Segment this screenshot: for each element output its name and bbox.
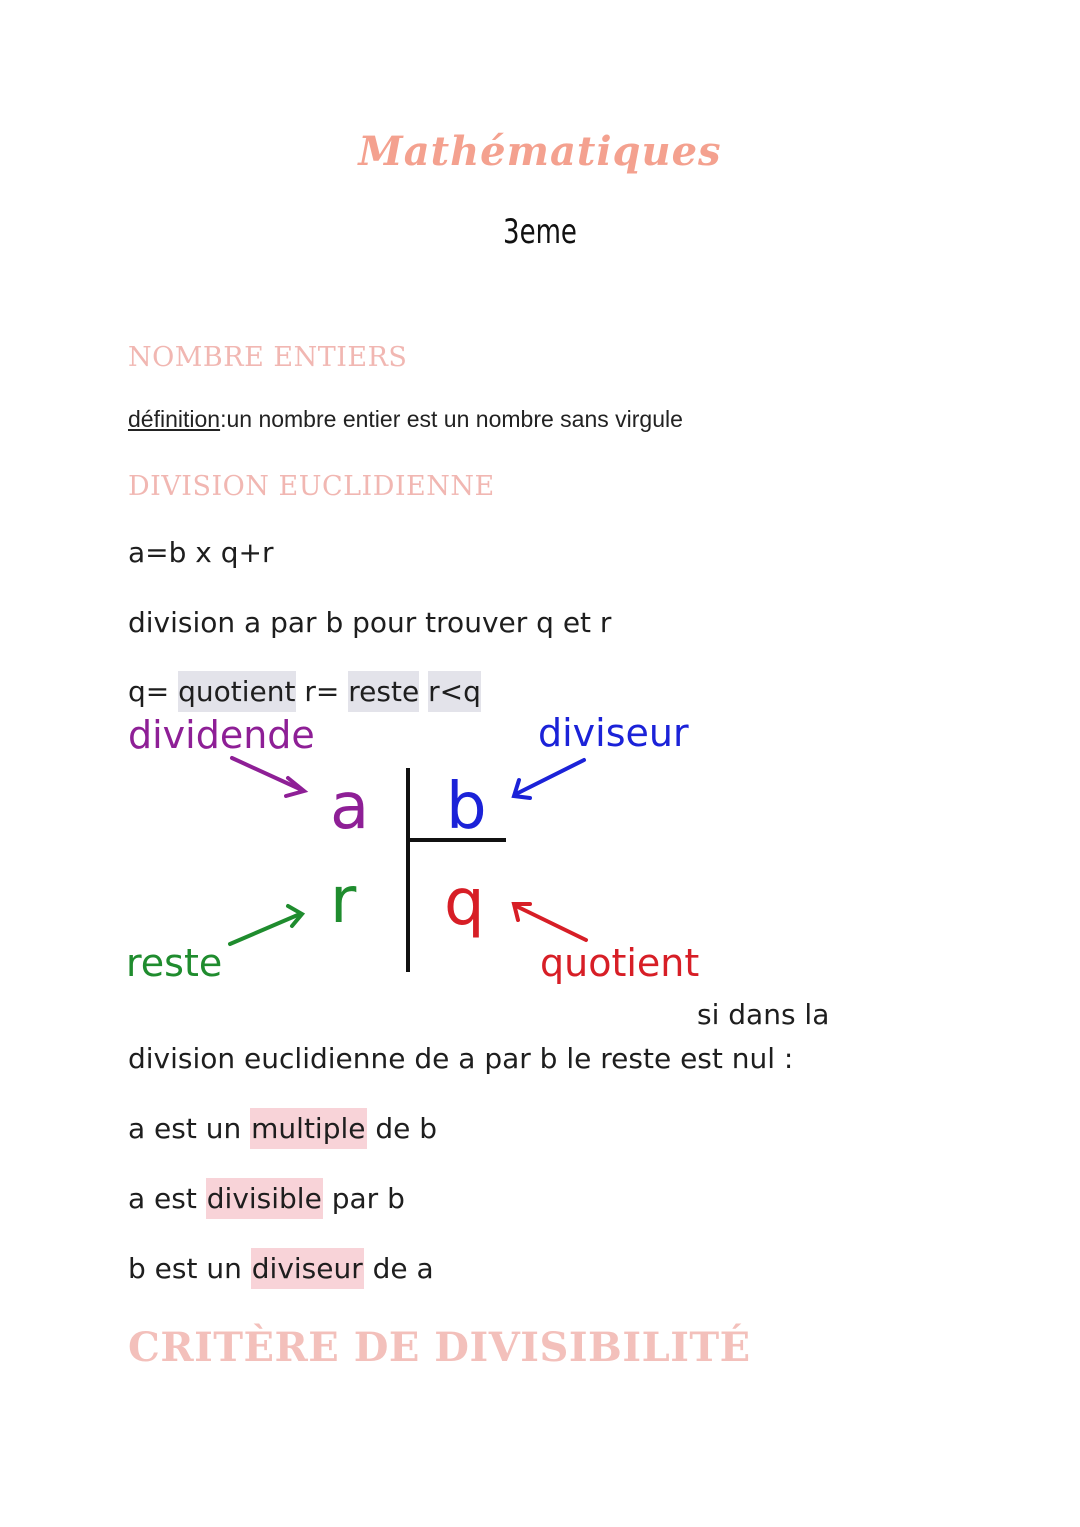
diviseur-pre: b est un (128, 1252, 251, 1285)
q-prefix: q= (128, 675, 179, 708)
formula-line: a=b x q+r (128, 536, 274, 569)
letter-a: a (330, 770, 370, 844)
heading-nombre-entiers: NOMBRE ENTIERS (128, 342, 408, 373)
nul-line-part1: si dans la (697, 998, 830, 1031)
spacer (419, 675, 428, 708)
letter-b: b (446, 770, 487, 844)
diviseur-highlight: diviseur (251, 1248, 364, 1289)
page-subtitle: 3eme (503, 212, 577, 252)
arrow-reste (230, 906, 302, 944)
quotient-highlight: quotient (178, 671, 295, 712)
multiple-highlight: multiple (250, 1108, 366, 1149)
diviseur-line (128, 1252, 434, 1285)
arrow-diviseur (514, 760, 584, 798)
multiple-line (128, 1112, 437, 1145)
condition-highlight: r<q (428, 671, 481, 712)
label-reste: reste (126, 941, 223, 985)
multiple-pre: a est un (128, 1112, 251, 1145)
multiple-post: de b (366, 1112, 438, 1145)
label-quotient: quotient (540, 941, 700, 985)
divisible-line (128, 1182, 405, 1215)
divisible-pre: a est (128, 1182, 206, 1215)
definition-line (128, 406, 683, 433)
reste-highlight: reste (348, 671, 419, 712)
divisible-highlight: divisible (206, 1178, 323, 1219)
arrow-quotient (514, 904, 586, 940)
arrow-dividende (232, 758, 304, 796)
letter-r: r (330, 864, 357, 938)
divisible-post: par b (322, 1182, 405, 1215)
label-dividende: dividende (128, 713, 315, 757)
nul-line-part2: division euclidienne de a par b le reste est nul : (128, 1042, 794, 1075)
quotient-reste-line (128, 675, 481, 708)
definition-label: définition (128, 406, 221, 432)
r-prefix: r= (295, 675, 349, 708)
diviseur-post: de a (363, 1252, 434, 1285)
division-line: division a par b pour trouver q et r (128, 606, 612, 639)
page-title: Mathématiques (358, 128, 722, 175)
letter-q: q (444, 866, 485, 940)
label-diviseur: diviseur (538, 711, 689, 755)
definition-text: :un nombre entier est un nombre sans virgule (220, 406, 683, 432)
heading-critere-divisibilite: CRITÈRE DE DIVISIBILITÉ (128, 1324, 751, 1371)
division-diagram (120, 708, 720, 998)
heading-division-euclidienne: DIVISION EUCLIDIENNE (128, 471, 495, 502)
